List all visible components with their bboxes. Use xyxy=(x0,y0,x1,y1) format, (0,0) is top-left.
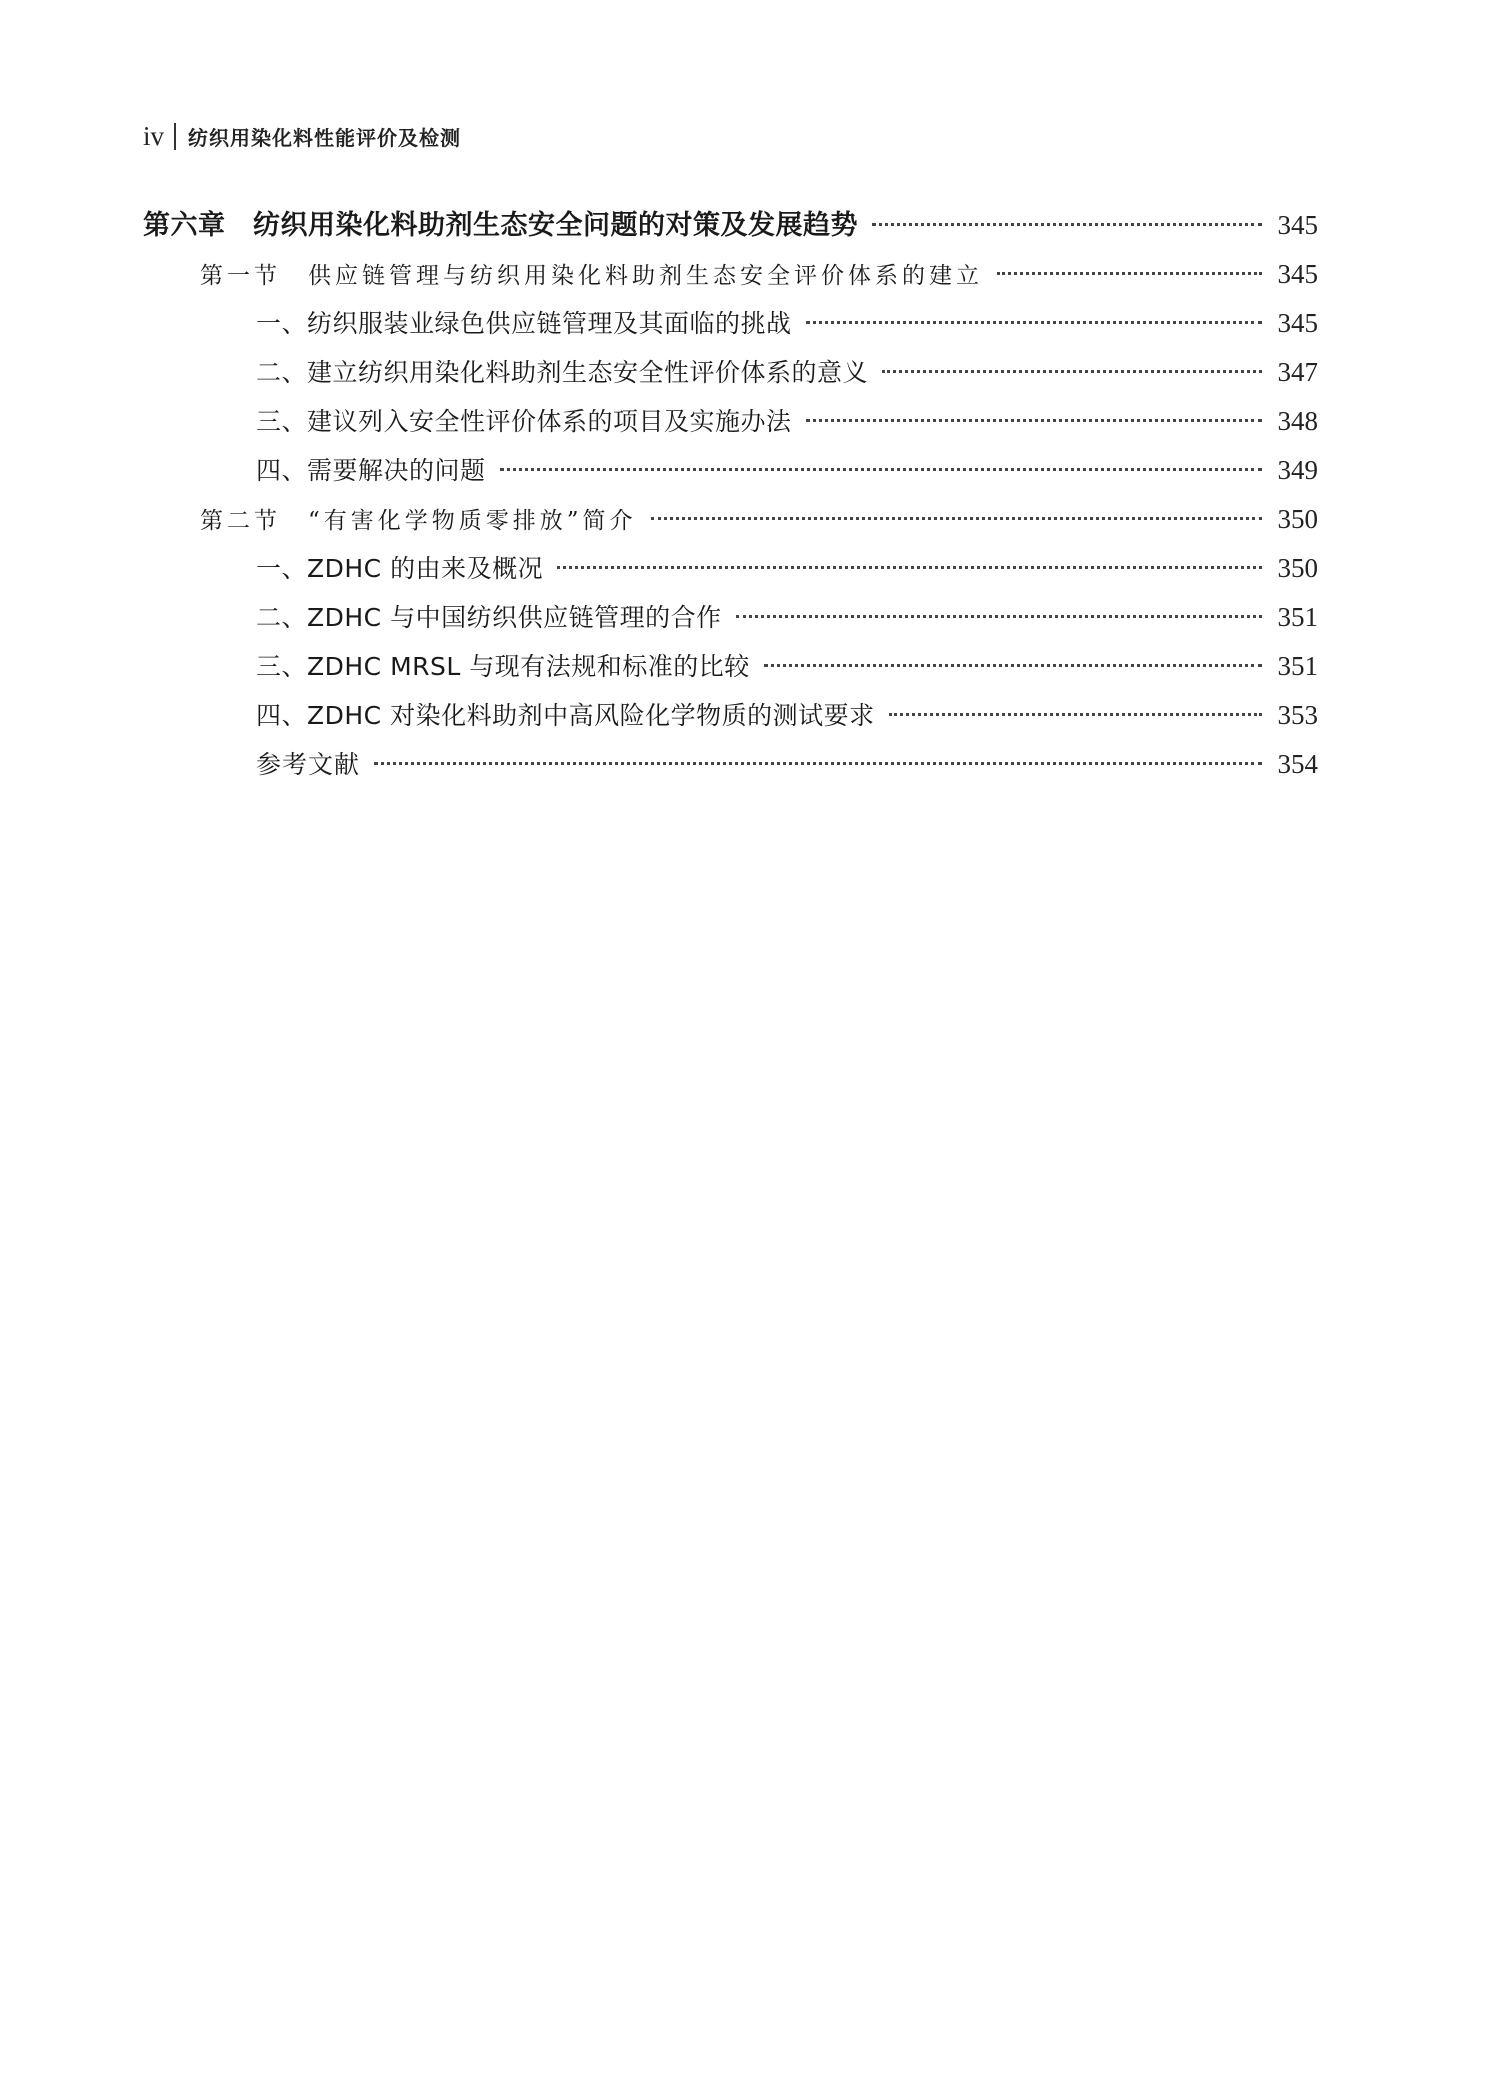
toc-entry-title: 第六章 纺织用染化料助剂生态安全问题的对策及发展趋势 xyxy=(143,210,858,241)
toc-entry-page: 349 xyxy=(1277,455,1318,485)
toc-entry-page: 351 xyxy=(1277,602,1318,632)
toc-entry-title: 二、建立纺织用染化料助剂生态安全性评价体系的意义 xyxy=(256,358,869,387)
dot-leader xyxy=(736,615,1262,618)
toc-entry-page: 348 xyxy=(1277,406,1318,436)
toc-entry-page: 345 xyxy=(1277,210,1318,240)
toc-entry-title: 四、ZDHC 对染化料助剂中高风险化学物质的测试要求 xyxy=(256,701,875,730)
dot-leader xyxy=(651,517,1262,520)
running-header xyxy=(143,116,461,156)
toc-entry-item[interactable] xyxy=(256,695,1318,735)
toc-entry-title: 参考文献 xyxy=(256,750,361,779)
toc-entry-title: 二、ZDHC 与中国纺织供应链管理的合作 xyxy=(256,603,722,632)
header-divider xyxy=(174,123,176,150)
toc-entry-title: 一、纺织服装业绿色供应链管理及其面临的挑战 xyxy=(256,309,792,338)
toc-entry-item[interactable] xyxy=(256,401,1318,441)
toc-entry-references[interactable] xyxy=(256,744,1318,784)
toc-entry-title: 第一节 供应链管理与纺织用染化料助剂生态安全评价体系的建立 xyxy=(200,263,983,289)
toc-entry-chapter-6[interactable] xyxy=(143,205,1318,245)
toc-entry-page: 350 xyxy=(1277,553,1318,583)
toc-entry-title: 一、ZDHC 的由来及概况 xyxy=(256,554,544,583)
dot-leader xyxy=(500,468,1262,471)
toc-entry-page: 345 xyxy=(1277,259,1318,289)
toc-entry-item[interactable] xyxy=(256,646,1318,686)
toc-entry-item[interactable] xyxy=(256,303,1318,343)
dot-leader xyxy=(882,370,1262,373)
dot-leader xyxy=(806,321,1262,324)
toc-entry-item[interactable] xyxy=(256,352,1318,392)
toc-entry-page: 354 xyxy=(1277,749,1318,779)
toc-entry-page: 347 xyxy=(1277,357,1318,387)
dot-leader xyxy=(374,762,1262,765)
toc-entry-page: 350 xyxy=(1277,504,1318,534)
toc-entry-item[interactable] xyxy=(256,450,1318,490)
toc-entry-item[interactable] xyxy=(256,548,1318,588)
toc-entry-page: 353 xyxy=(1277,700,1318,730)
dot-leader xyxy=(764,664,1262,667)
toc-entry-section-2[interactable] xyxy=(200,499,1318,539)
page-number: iv xyxy=(143,120,165,151)
toc-entry-page: 351 xyxy=(1277,651,1318,681)
toc-entry-title: 四、需要解决的问题 xyxy=(256,456,486,485)
toc-entry-item[interactable] xyxy=(256,597,1318,637)
toc-entry-title: 三、建议列入安全性评价体系的项目及实施办法 xyxy=(256,407,792,436)
dot-leader xyxy=(889,713,1262,716)
toc-entry-title: 三、ZDHC MRSL 与现有法规和标准的比较 xyxy=(256,652,750,681)
dot-leader xyxy=(557,566,1262,569)
toc-entry-section-1[interactable] xyxy=(200,254,1318,294)
dot-leader xyxy=(872,223,1262,226)
dot-leader xyxy=(806,419,1262,422)
toc-entry-page: 345 xyxy=(1277,308,1318,338)
book-title: 纺织用染化料性能评价及检测 xyxy=(188,125,462,150)
dot-leader xyxy=(997,272,1262,275)
toc-entry-title: 第二节 “有害化学物质零排放”简介 xyxy=(200,508,637,534)
